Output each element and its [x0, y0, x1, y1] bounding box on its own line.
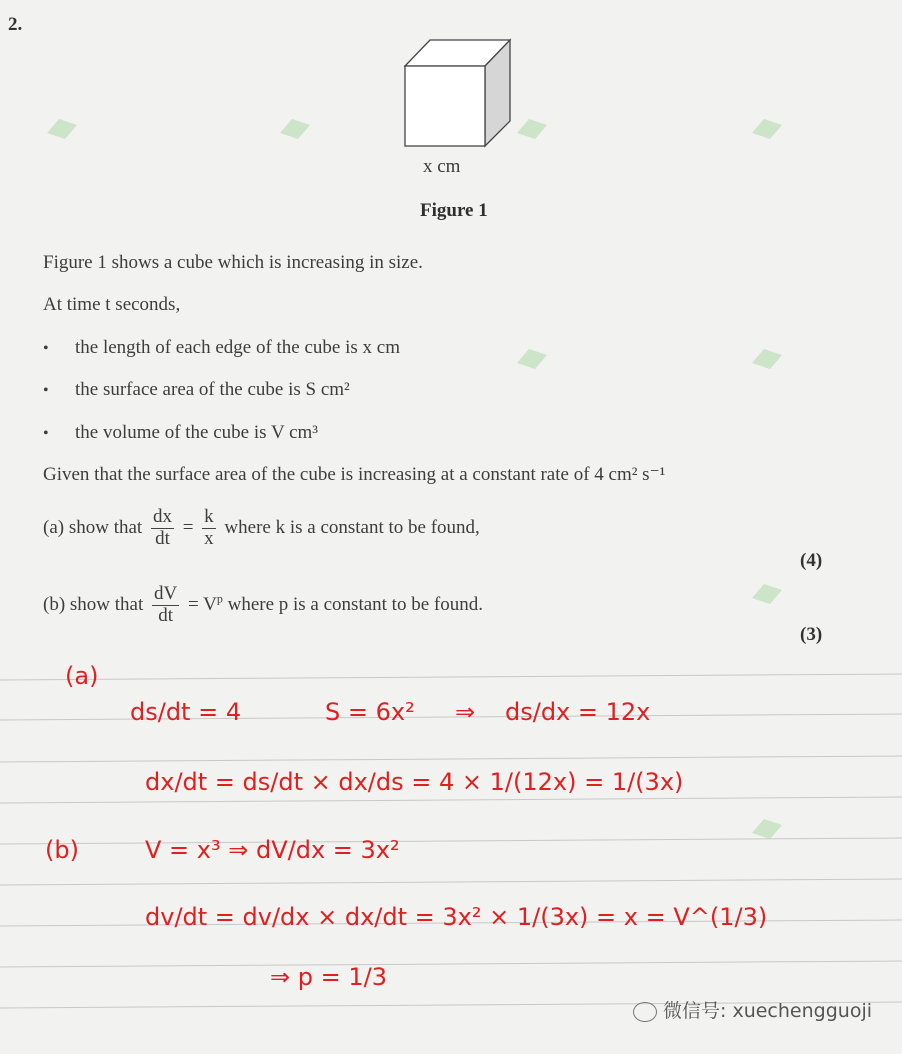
answer-a-line1-part3: ds/dx = 12x [505, 698, 651, 726]
answer-b-label: (b) [45, 836, 79, 864]
watermark-logo-icon [515, 115, 549, 141]
answer-b-line3: ⇒ p = 1/3 [270, 963, 387, 991]
cube-edge-label: x cm [423, 156, 461, 177]
intro-text: Figure 1 shows a cube which is increasing in size. [43, 252, 423, 273]
part-b-lhs-fraction [152, 584, 179, 627]
part-a-lhs-fraction [151, 507, 174, 550]
wechat-id: 微信号: xuechengguoji [663, 1000, 872, 1022]
part-a-show: show that [68, 516, 143, 538]
part-b-tail: where p is a constant to be found. [227, 593, 483, 615]
answer-a-line1-part1: ds/dt = 4 [130, 698, 242, 726]
watermark-logo-icon [515, 345, 549, 371]
answer-a-line1-part2: S = 6x² [325, 698, 415, 726]
part-b-label: (b) [43, 593, 66, 615]
given-text: Given that the surface area of the cube is increasing at a constant rate of 4 cm² s⁻¹ [43, 464, 666, 485]
answer-a-line2: dx/dt = ds/dt × dx/ds = 4 × 1/(12x) = 1/(3x) [145, 768, 684, 796]
part-b-question [43, 584, 483, 627]
watermark-logo-icon [750, 815, 784, 841]
part-a-rhs-fraction [202, 507, 216, 550]
answer-a-line1-arrow: ⇒ [455, 698, 476, 726]
answer-b-line1: V = x³ ⇒ dV/dx = 3x² [145, 836, 400, 864]
equals-sign: = [182, 516, 194, 538]
question-number: 2. [8, 14, 23, 35]
answer-a-label: (a) [65, 662, 99, 690]
cube-figure [400, 36, 520, 151]
watermark-logo-icon [750, 345, 784, 371]
bullet-surface-area: the surface area of the cube is S cm² [75, 379, 350, 400]
part-a-lhs-num: dx [152, 506, 172, 527]
part-b-power: p [216, 591, 223, 606]
part-a-question [43, 507, 480, 550]
part-b-marks: (3) [800, 624, 823, 645]
bullet-volume: the volume of the cube is V cm³ [75, 422, 318, 443]
watermark-logo-icon [278, 115, 312, 141]
part-a-rhs-num: k [204, 506, 214, 527]
part-a-lhs-den: dt [155, 527, 170, 549]
bullet-dot: • [43, 382, 49, 399]
part-a-label: (a) [43, 516, 65, 538]
part-a-tail: where k is a constant to be found, [224, 516, 480, 538]
cube-front-face [405, 66, 485, 146]
watermark-logo-icon [45, 115, 79, 141]
part-b-lhs-den: dt [158, 604, 174, 626]
answer-b-line2: dv/dt = dv/dx × dx/dt = 3x² × 1/(3x) = x = V^(1/3) [145, 903, 768, 931]
watermark-logo-icon [750, 580, 784, 606]
part-b-lhs-num: dV [154, 583, 178, 604]
part-b-rhs: = V [188, 593, 217, 615]
time-text: At time t seconds, [43, 294, 181, 315]
bullet-dot: • [43, 425, 49, 442]
bullet-edge-length: the length of each edge of the cube is x cm [75, 337, 400, 358]
part-a-rhs-den: x [204, 527, 214, 549]
watermark-logo-icon [750, 115, 784, 141]
wechat-watermark [633, 996, 872, 1023]
part-b-show: show that [69, 593, 144, 615]
figure-caption: Figure 1 [420, 200, 488, 221]
wechat-icon [633, 1002, 657, 1022]
part-a-marks: (4) [800, 550, 823, 571]
bullet-dot: • [43, 340, 49, 357]
